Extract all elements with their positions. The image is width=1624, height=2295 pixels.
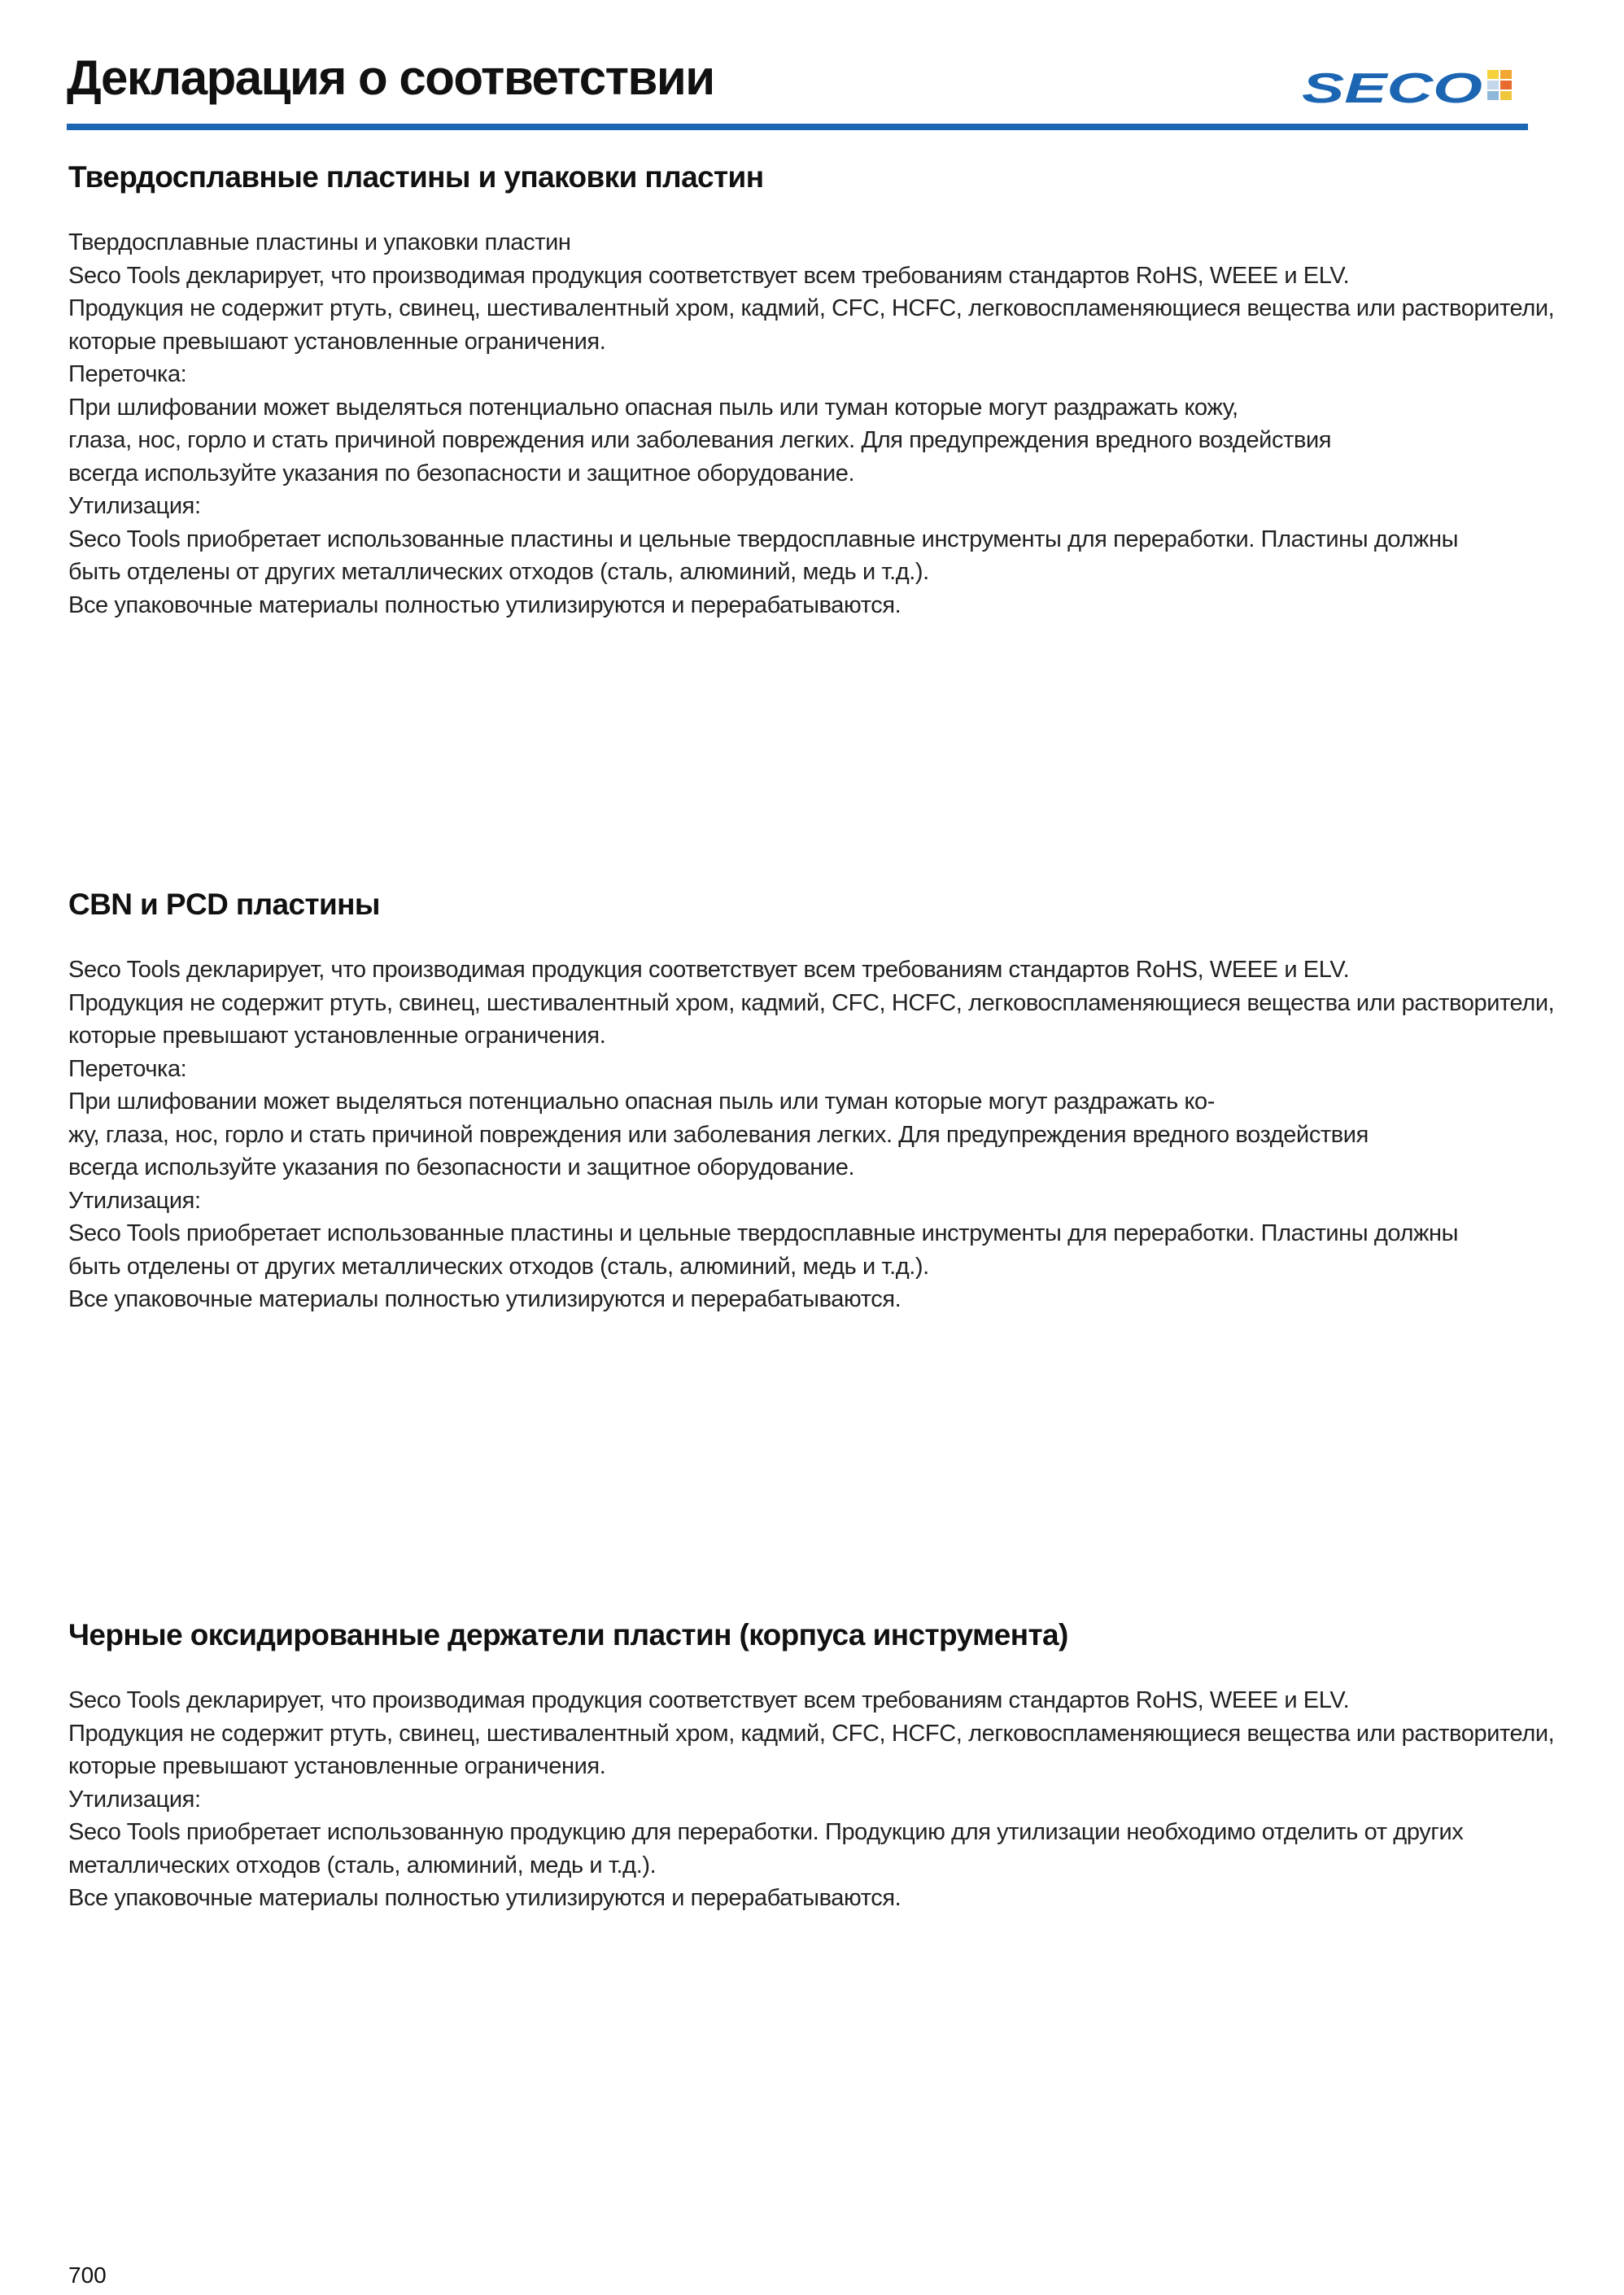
body-line: Утилизация: bbox=[68, 1786, 201, 1813]
body-line: Seco Tools декларирует, что производимая продукция соответствует всем требованиям стандартов RoHS, WEEE и ELV. bbox=[68, 262, 1350, 289]
section-carbide-inserts bbox=[68, 158, 1555, 622]
page-title: Декларация о соответствии bbox=[67, 50, 714, 105]
body-line: Seco Tools приобретает использованные пластины и цельные твердосплавные инструменты для переработки. Пластины должны bbox=[68, 1220, 1459, 1246]
body-line: быть отделены от других металлических отходов (сталь, алюминий, медь и т.д.). bbox=[68, 1253, 929, 1280]
body-line: Seco Tools декларирует, что производимая продукция соответствует всем требованиям стандартов RoHS, WEEE и ELV. bbox=[68, 957, 1350, 983]
logo-color-squares bbox=[1487, 70, 1512, 100]
page-number: 700 bbox=[68, 2262, 107, 2288]
body-line: всегда используйте указания по безопасности и защитное оборудование. bbox=[68, 460, 855, 486]
section-body bbox=[68, 226, 1555, 622]
section-heading: Твердосплавные пластины и упаковки пластин bbox=[68, 160, 764, 194]
body-line: Переточка: bbox=[68, 1055, 187, 1082]
body-line: быть отделены от других металлических отходов (сталь, алюминий, медь и т.д.). bbox=[68, 559, 929, 585]
section-body bbox=[68, 1684, 1555, 1915]
body-line: Все упаковочные материалы полностью утилизируются и перерабатываются. bbox=[68, 591, 901, 618]
body-line: Утилизация: bbox=[68, 1187, 201, 1214]
logo-wordmark: SECO bbox=[1302, 67, 1482, 107]
seco-logo bbox=[1302, 67, 1521, 107]
body-line: При шлифовании может выделяться потенциально опасная пыль или туман которые могут раздражать ко- bbox=[68, 1089, 1216, 1115]
section-black-oxide-holders bbox=[68, 1616, 1555, 1915]
body-line: Продукция не содержит ртуть, свинец, шестивалентный хром, кадмий, CFC, HCFC, легковоспламеняющиеся вещества или растворители, bbox=[68, 989, 1555, 1016]
section-heading: CBN и PCD пластины bbox=[68, 888, 380, 921]
body-line: Seco Tools декларирует, что производимая продукция соответствует всем требованиям стандартов RoHS, WEEE и ELV. bbox=[68, 1687, 1350, 1713]
section-heading: Черные оксидированные держатели пластин (корпуса инструмента) bbox=[68, 1618, 1068, 1651]
body-line: Seco Tools приобретает использованную продукцию для переработки. Продукцию для утилизации необходимо отделить от других bbox=[68, 1819, 1464, 1845]
body-line: Утилизация: bbox=[68, 493, 201, 519]
body-line: которые превышают установленные ограничения. bbox=[68, 328, 606, 355]
body-line: Продукция не содержит ртуть, свинец, шестивалентный хром, кадмий, CFC, HCFC, легковоспламеняющиеся вещества или растворители, bbox=[68, 295, 1555, 321]
body-line: Переточка: bbox=[68, 361, 187, 387]
body-line: глаза, нос, горло и стать причиной повреждения или заболевания легких. Для предупреждения вредного воздействия bbox=[68, 427, 1332, 453]
section-body bbox=[68, 953, 1555, 1316]
header-rule bbox=[67, 124, 1528, 130]
body-line: Все упаковочные материалы полностью утилизируются и перерабатываются. bbox=[68, 1286, 901, 1312]
body-line: которые превышают установленные ограничения. bbox=[68, 1753, 606, 1779]
body-line: всегда используйте указания по безопасности и защитное оборудование. bbox=[68, 1154, 855, 1180]
body-line: металлических отходов (сталь, алюминий, медь и т.д.). bbox=[68, 1852, 657, 1878]
body-line: Продукция не содержит ртуть, свинец, шестивалентный хром, кадмий, CFC, HCFC, легковоспламеняющиеся вещества или растворители, bbox=[68, 1720, 1555, 1747]
body-line: Твердосплавные пластины и упаковки пластин bbox=[68, 229, 571, 255]
body-line: Seco Tools приобретает использованные пластины и цельные твердосплавные инструменты для переработки. Пластины должны bbox=[68, 526, 1459, 552]
body-line: При шлифовании может выделяться потенциально опасная пыль или туман которые могут раздражать кожу, bbox=[68, 394, 1238, 421]
body-line: которые превышают установленные ограничения. bbox=[68, 1023, 606, 1049]
body-line: жу, глаза, нос, горло и стать причиной повреждения или заболевания легких. Для предупреждения вредного воздействия bbox=[68, 1121, 1369, 1148]
body-line: Все упаковочные материалы полностью утилизируются и перерабатываются. bbox=[68, 1885, 901, 1911]
section-cbn-pcd-inserts bbox=[68, 885, 1555, 1316]
